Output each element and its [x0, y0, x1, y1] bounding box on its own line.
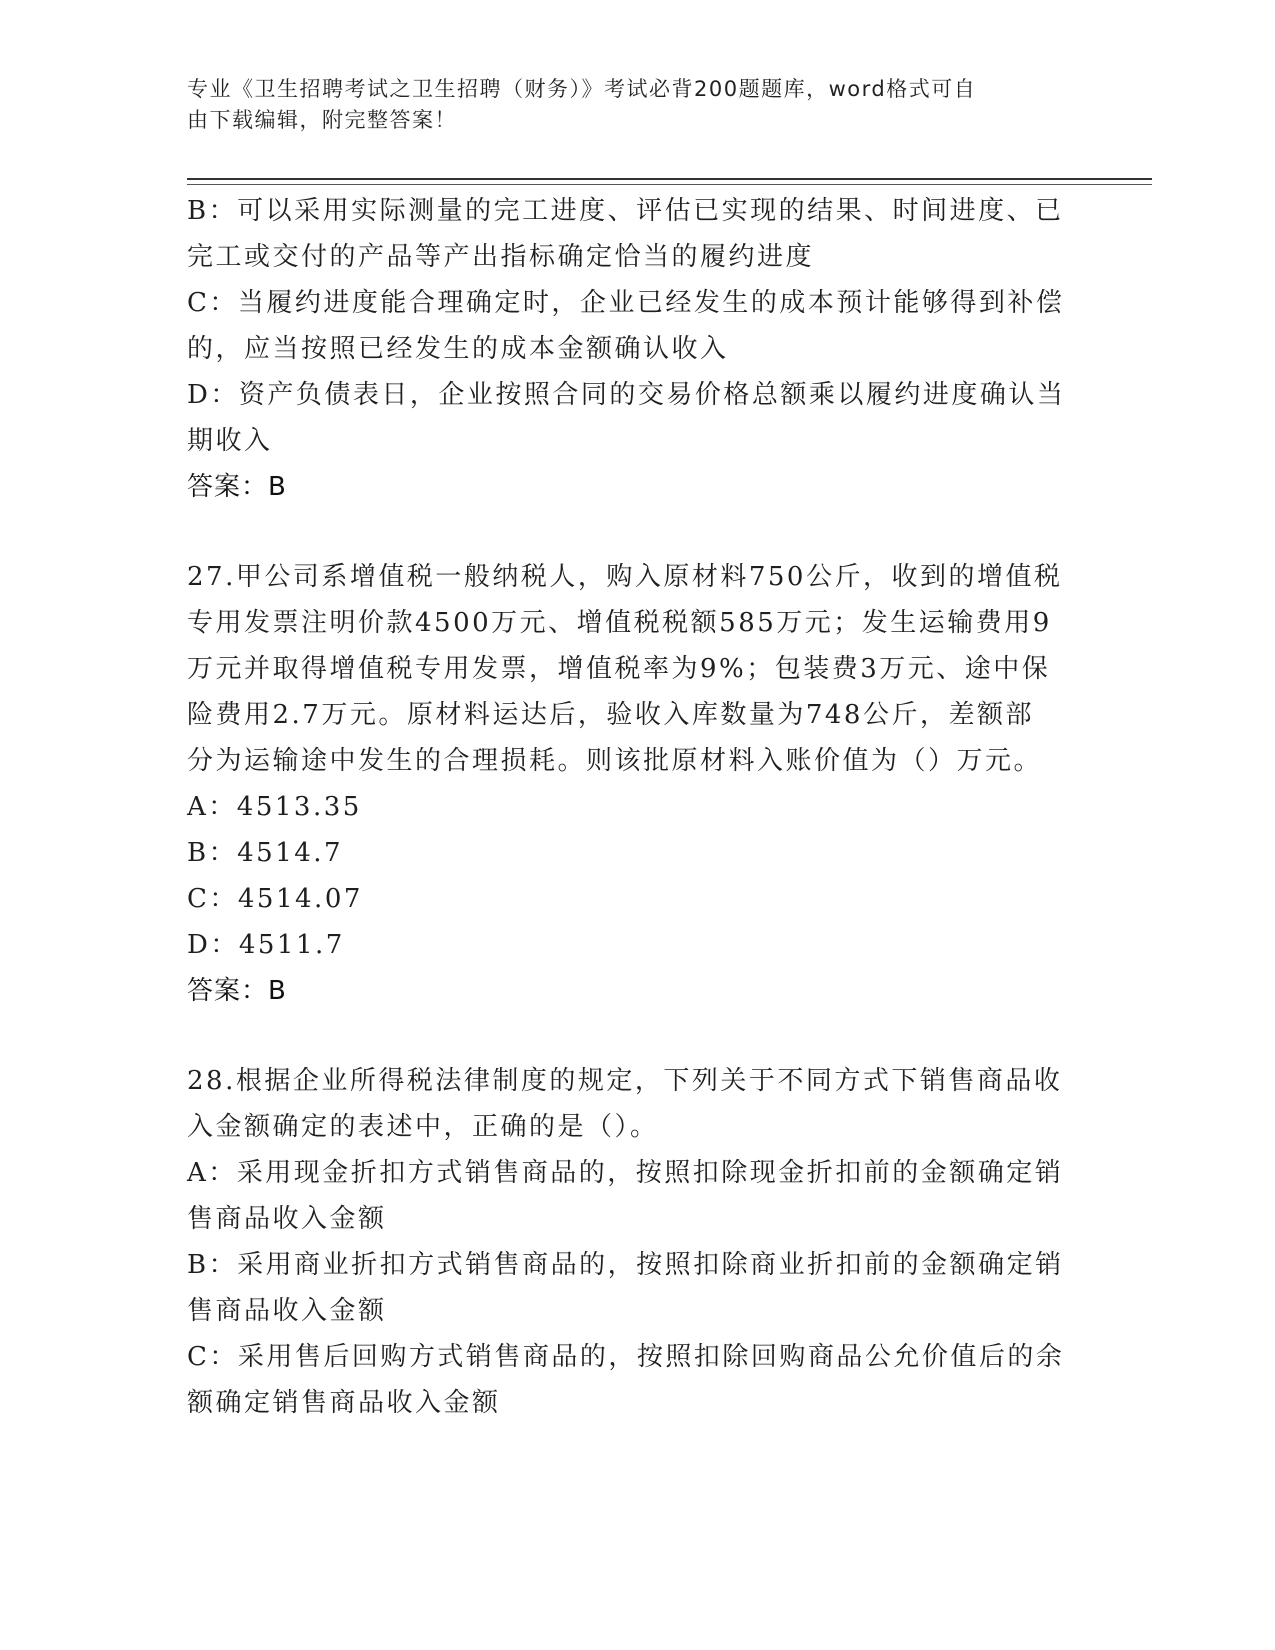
q27-option-a: A：4513.35	[187, 792, 362, 822]
q27-stem-line-5: 分为运输途中发生的合理损耗。则该批原材料入账价值为（）万元。	[187, 746, 1043, 776]
q28-option-a-line-1: A：采用现金折扣方式销售商品的，按照扣除现金折扣前的金额确定销	[187, 1158, 1064, 1188]
q26-option-d-line-2: 期收入	[187, 426, 273, 456]
question-26-tail	[187, 188, 1072, 510]
header-line-2: 由下载编辑，附完整答案！	[187, 108, 457, 132]
q28-option-c-line-1: C：采用售后回购方式销售商品的，按照扣除回购商品公允价值后的余	[187, 1342, 1065, 1372]
q26-option-c-line-2: 的，应当按照已经发生的成本金额确认收入	[187, 334, 729, 364]
header-divider-thick	[187, 178, 1152, 180]
q27-option-d: D：4511.7	[187, 930, 345, 960]
page-header	[187, 74, 1067, 136]
q28-stem-line-1: 28.根据企业所得税法律制度的规定，下列关于不同方式下销售商品收	[187, 1066, 1063, 1096]
q26-option-d-line-1: D：资产负债表日，企业按照合同的交易价格总额乘以履约进度确认当	[187, 380, 1066, 410]
spacer	[187, 1014, 1072, 1058]
q26-option-b-line-2: 完工或交付的产品等产出指标确定恰当的履约进度	[187, 242, 815, 272]
header-divider-thin	[187, 184, 1152, 185]
question-27	[187, 554, 1072, 1014]
spacer	[187, 510, 1072, 554]
q26-answer: 答案：B	[187, 472, 287, 502]
q26-option-c-line-1: C：当履约进度能合理确定时，企业已经发生的成本预计能够得到补偿	[187, 288, 1065, 318]
q28-option-b-line-1: B：采用商业折扣方式销售商品的，按照扣除商业折扣前的金额确定销	[187, 1250, 1064, 1280]
q28-option-c-line-2: 额确定销售商品收入金额	[187, 1388, 501, 1418]
q28-stem-line-2: 入金额确定的表述中，正确的是（）。	[187, 1112, 659, 1142]
q27-option-b: B：4514.7	[187, 838, 344, 868]
q27-answer: 答案：B	[187, 976, 287, 1006]
q27-stem-line-1: 27.甲公司系增值税一般纳税人，购入原材料750公斤，收到的增值税	[187, 562, 1063, 592]
document-body	[187, 188, 1072, 1426]
question-28	[187, 1058, 1072, 1426]
q28-option-b-line-2: 售商品收入金额	[187, 1296, 387, 1326]
q27-stem-line-3: 万元并取得增值税专用发票，增值税率为9%；包装费3万元、途中保	[187, 654, 1051, 684]
q27-stem-line-2: 专用发票注明价款4500万元、增值税税额585万元；发生运输费用9	[187, 608, 1052, 638]
header-line-1: 专业《卫生招聘考试之卫生招聘（财务）》考试必背200题题库，word格式可自	[187, 77, 977, 101]
q26-option-b-line-1: B：可以采用实际测量的完工进度、评估已实现的结果、时间进度、已	[187, 196, 1064, 226]
q28-option-a-line-2: 售商品收入金额	[187, 1204, 387, 1234]
q27-stem-line-4: 险费用2.7万元。原材料运达后，验收入库数量为748公斤，差额部	[187, 700, 1034, 730]
q27-option-c: C：4514.07	[187, 884, 363, 914]
